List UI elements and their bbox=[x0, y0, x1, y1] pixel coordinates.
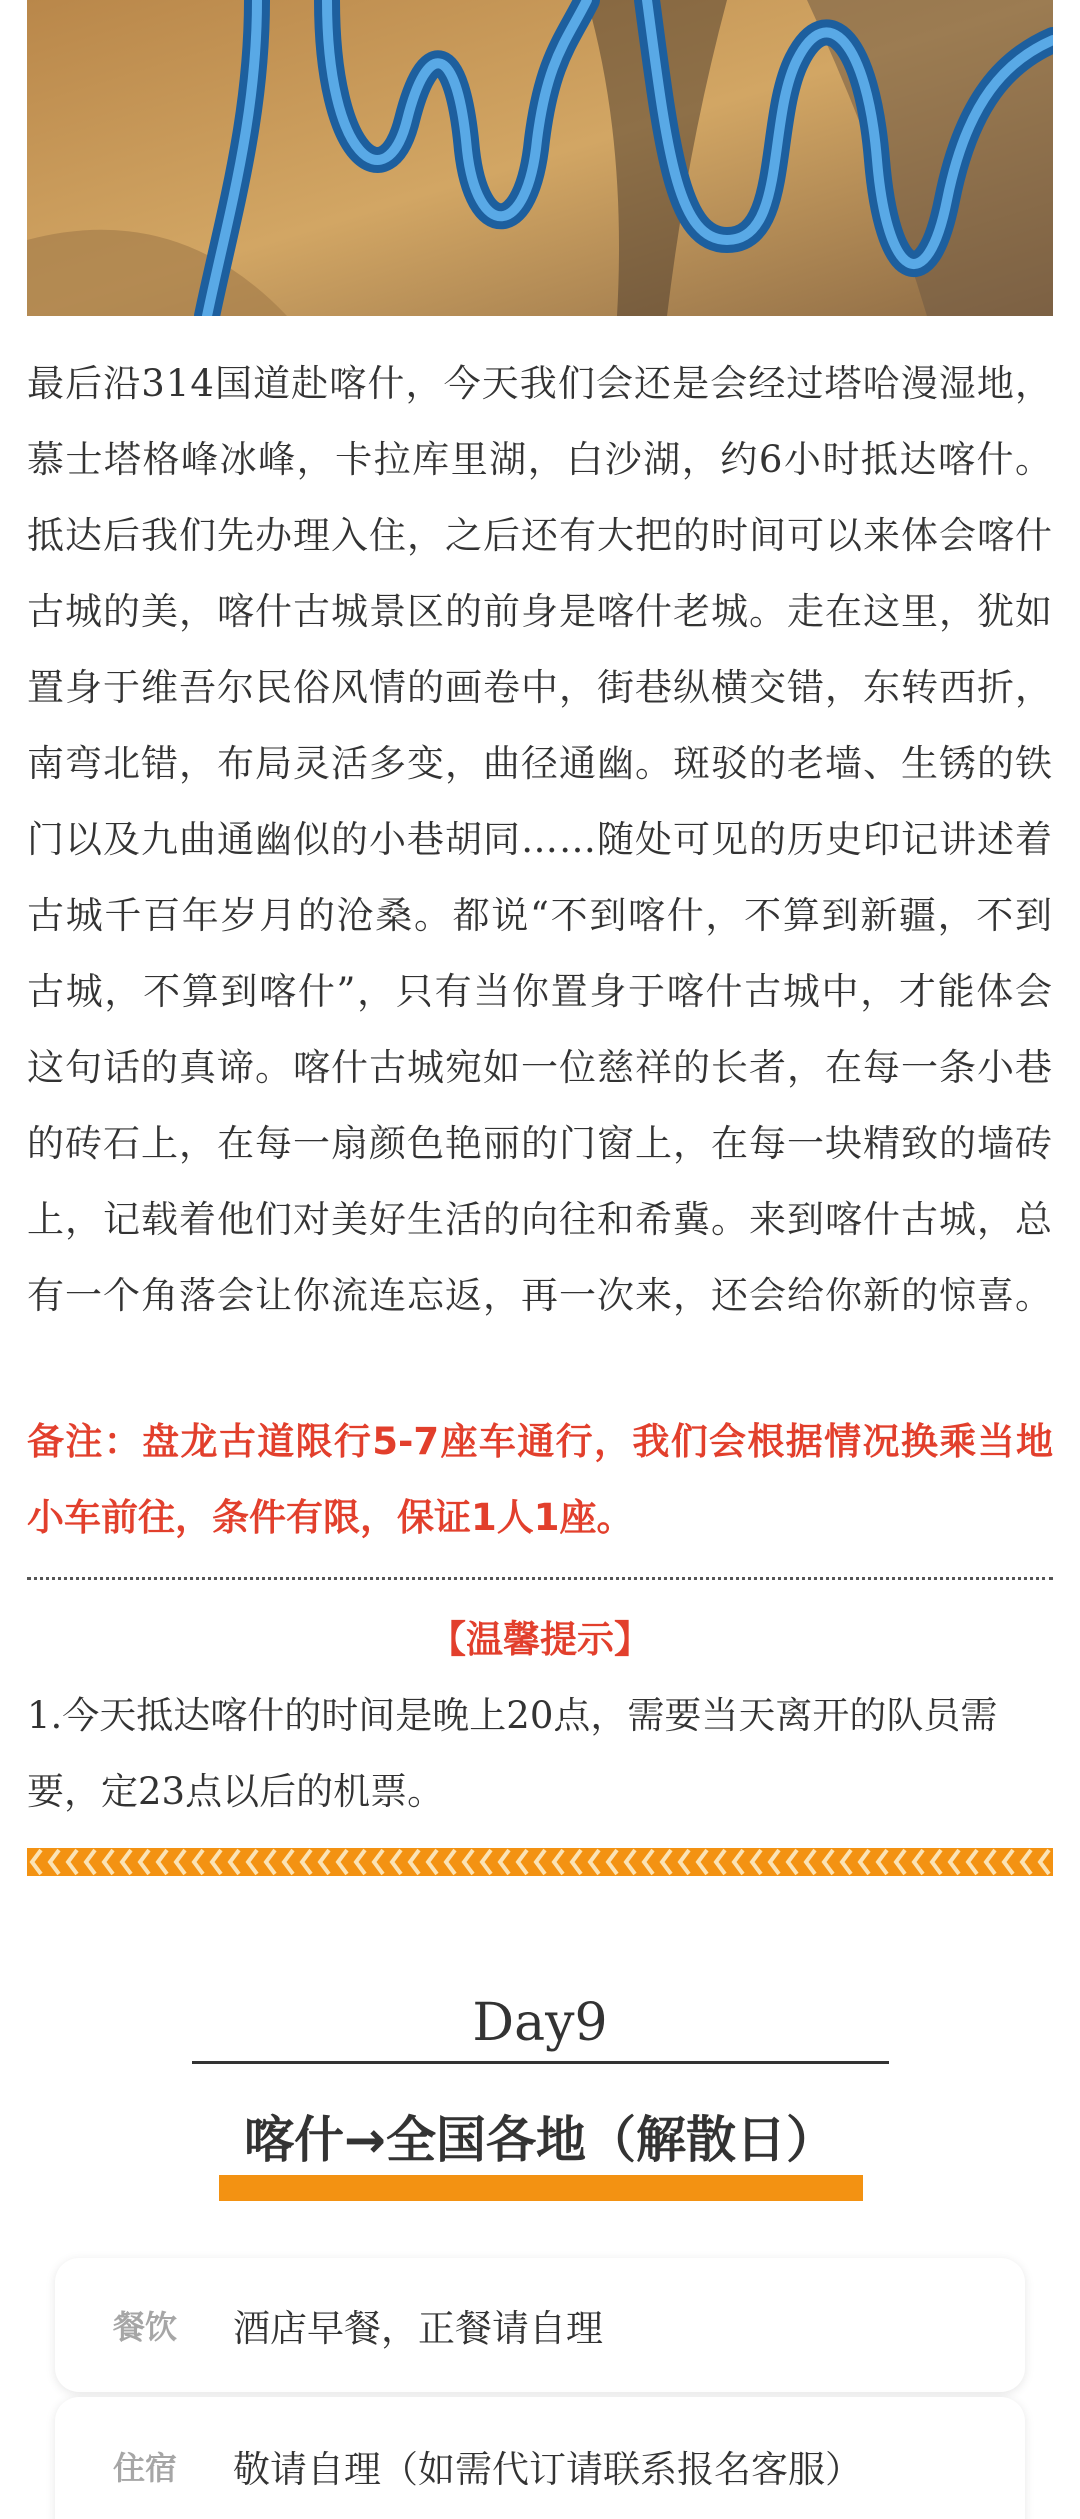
tip-text: 1.今天抵达喀什的时间是晚上20点，需要当天离开的队员需要，定23点以后的机票。 bbox=[27, 1694, 998, 1813]
hero-photo bbox=[27, 0, 1053, 316]
tip-title: 【温馨提示】 bbox=[429, 1618, 651, 1661]
day8-description: 最后沿314国道赴喀什，今天我们会还是会经过塔哈漫湿地，慕士塔格峰冰峰，卡拉库里湖，白沙湖，约6小时抵达喀什。抵达后我们先办理入住，之后还有大把的时间可以来体会喀什古城的美，喀什古城景区的前身是喀什老城。走在这里，犹如置身于维吾尔民俗风情的画卷中，街巷纵横交错，东转西折，南弯北错，布局灵活多变，曲径通幽。斑驳的老墙、生锈的铁门以及九曲通幽似的小巷胡同……随处可见的历史印记讲述着古城千百年岁月的沧桑。都说“不到喀什，不算到新疆，不到古城，不算到喀什”，只有当你置身于喀什古城中，才能体会这句话的真谛。喀什古城宛如一位慈祥的长者，在每一条小巷的砖石上，在每一扇颜色艳丽的门窗上，在每一块精致的墙砖上，记载着他们对美好生活的向往和希冀。来到喀什古城，总有一个角落会让你流连忘返，再一次来，还会给你新的惊喜。 bbox=[27, 362, 1053, 1317]
chevron-divider bbox=[27, 1848, 1053, 1876]
info-card-lodging bbox=[55, 2397, 1025, 2519]
day-title-underline bbox=[192, 2061, 889, 2064]
mountain-road-photo-icon bbox=[27, 0, 1053, 316]
info-value-lodging: 敬请自理（如需代订请联系报名客服） bbox=[233, 2448, 862, 2491]
info-value-meals: 酒店早餐，正餐请自理 bbox=[233, 2307, 603, 2350]
info-label-meals: 餐饮 bbox=[113, 2308, 178, 2346]
info-label-lodging: 住宿 bbox=[113, 2449, 178, 2487]
info-card-meals bbox=[55, 2258, 1025, 2392]
chevron-pattern-icon bbox=[27, 1848, 1053, 1876]
route-title-highlight bbox=[219, 2175, 863, 2201]
day-title: Day9 bbox=[472, 1993, 608, 2053]
day8-note: 备注：盘龙古道限行5-7座车通行，我们会根据情况换乘当地小车前往，条件有限，保证1人1座。 bbox=[27, 1420, 1053, 1539]
route-title: 喀什→全国各地（解散日） bbox=[244, 2111, 836, 2169]
dotted-divider bbox=[27, 1577, 1053, 1580]
